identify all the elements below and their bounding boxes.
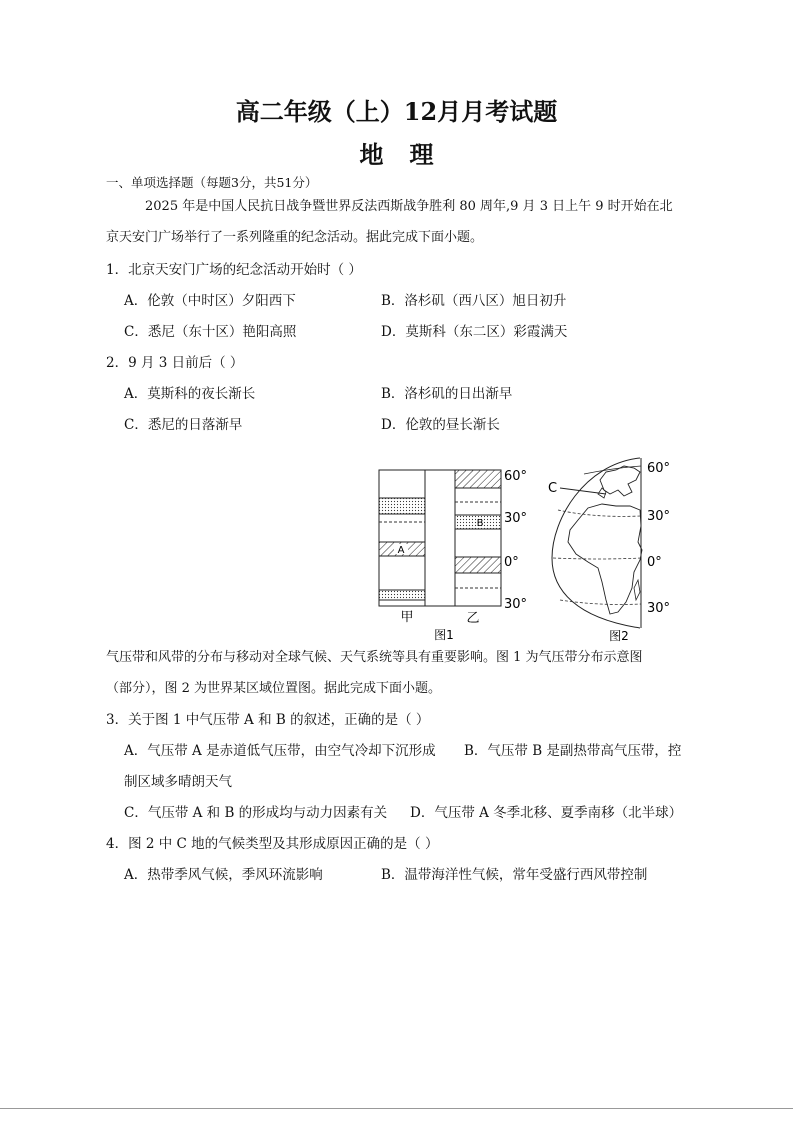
- q3-option-d: D．气压带 A 冬季北移、夏季南移（北半球）: [410, 805, 683, 821]
- passage1-line2: 京天安门广场举行了一系列隆重的纪念活动。据此完成下面小题。: [106, 230, 484, 245]
- subject-char-1: 地: [359, 140, 384, 169]
- fig2-label-c: C: [548, 481, 558, 496]
- fig2-lat-30n: 30°: [647, 509, 671, 524]
- q4-option-a: A．热带季风气候，季风环流影响: [124, 867, 323, 883]
- fig1-jia-belt-30n: [379, 498, 425, 514]
- q3-option-c: C．气压带 A 和 B 的形成均与动力因素有关: [124, 805, 388, 821]
- q1-option-a: A．伦敦（中时区）夕阳西下: [124, 293, 296, 309]
- fig1-column-middle: [425, 470, 455, 606]
- fig2-lat-line-30n: [558, 510, 641, 516]
- q3-stem: 3．关于图 1 中气压带 A 和 B 的叙述，正确的是（ ）: [106, 712, 430, 728]
- fig2-label-c-pointer: [560, 488, 606, 494]
- subject-title: [0, 135, 793, 170]
- figure2-region-map: [544, 450, 674, 648]
- fig1-lat-60: 60°: [504, 469, 528, 484]
- section-heading: 一、单项选择题（每题3分，共51分）: [106, 175, 318, 190]
- fig1-yi-belt-0: [455, 557, 501, 573]
- figure1-pressure-belts: [372, 458, 540, 648]
- fig2-madagascar-outline: [634, 580, 640, 600]
- fig2-lat-line-0: [553, 558, 641, 559]
- q2-option-c: C．悉尼的日落渐早: [124, 417, 243, 433]
- fig2-lat-0: 0°: [647, 555, 662, 570]
- q2-option-d: D．伦敦的昼长渐长: [381, 417, 500, 433]
- q1-option-c: C．悉尼（东十区）艳阳高照: [124, 324, 297, 340]
- fig1-lat-0: 0°: [504, 555, 519, 570]
- passage2-line1: 气压带和风带的分布与移动对全球气候、天气系统等具有重要影响。图 1 为气压带分布示意图: [106, 650, 643, 665]
- q3-option-a: A．气压带 A 是赤道低气压带，由空气冷却下沉形成: [124, 743, 436, 759]
- fig1-lat-30s: 30°: [504, 597, 528, 612]
- fig1-jia-belt-30s: [379, 590, 425, 600]
- fig1-label-a: A: [397, 545, 405, 556]
- q3-option-b-line2: 制区域多晴朗天气: [124, 774, 232, 790]
- fig2-lat-line-30s: [560, 600, 641, 605]
- q1-option-b: B．洛杉矶（西八区）旭日初升: [381, 293, 567, 309]
- q4-stem: 4．图 2 中 C 地的气候类型及其形成原因正确的是（ ）: [106, 836, 439, 852]
- fig1-lat-30n: 30°: [504, 511, 528, 526]
- fig1-label-b: B: [476, 518, 484, 529]
- q2-option-b: B．洛杉矶的日出渐早: [381, 386, 513, 402]
- passage2-line2: （部分），图 2 为世界某区域位置图。据此完成下面小题。: [106, 681, 442, 696]
- q3-option-b-line1: B．气压带 B 是副热带高气压带，控: [464, 743, 682, 759]
- fig2-lat-60: 60°: [647, 461, 671, 476]
- q4-option-b: B．温带海洋性气候，常年受盛行西风带控制: [381, 867, 648, 883]
- fig1-caption: 图1: [434, 628, 454, 642]
- fig1-yi-belt-60: [455, 470, 501, 488]
- passage1-line1: 2025 年是中国人民抗日战争暨世界反法西斯战争胜利 80 周年,9 月 3 日上午 9 时开始在北: [145, 199, 673, 214]
- fig2-lat-30s: 30°: [647, 601, 671, 616]
- subject-char-2: 理: [409, 140, 434, 169]
- q2-stem: 2．9 月 3 日前后（ ）: [106, 355, 244, 371]
- fig2-lat-line-60: [584, 466, 641, 474]
- exam-title: 高二年级（上）12月月考试题: [235, 97, 558, 126]
- page-bottom-rule: [0, 1108, 793, 1109]
- fig1-label-jia: 甲: [400, 610, 414, 625]
- fig1-column-jia: [379, 470, 425, 606]
- q1-option-d: D．莫斯科（东二区）彩霞满天: [381, 324, 568, 340]
- fig2-caption: 图2: [609, 629, 629, 643]
- fig1-label-yi: 乙: [466, 611, 480, 626]
- fig2-globe-edge: [552, 458, 640, 628]
- fig1-column-yi: [455, 470, 501, 606]
- q1-stem: 1．北京天安门广场的纪念活动开始时（ ）: [106, 262, 362, 278]
- q2-option-a: A．莫斯科的夜长渐长: [124, 386, 256, 402]
